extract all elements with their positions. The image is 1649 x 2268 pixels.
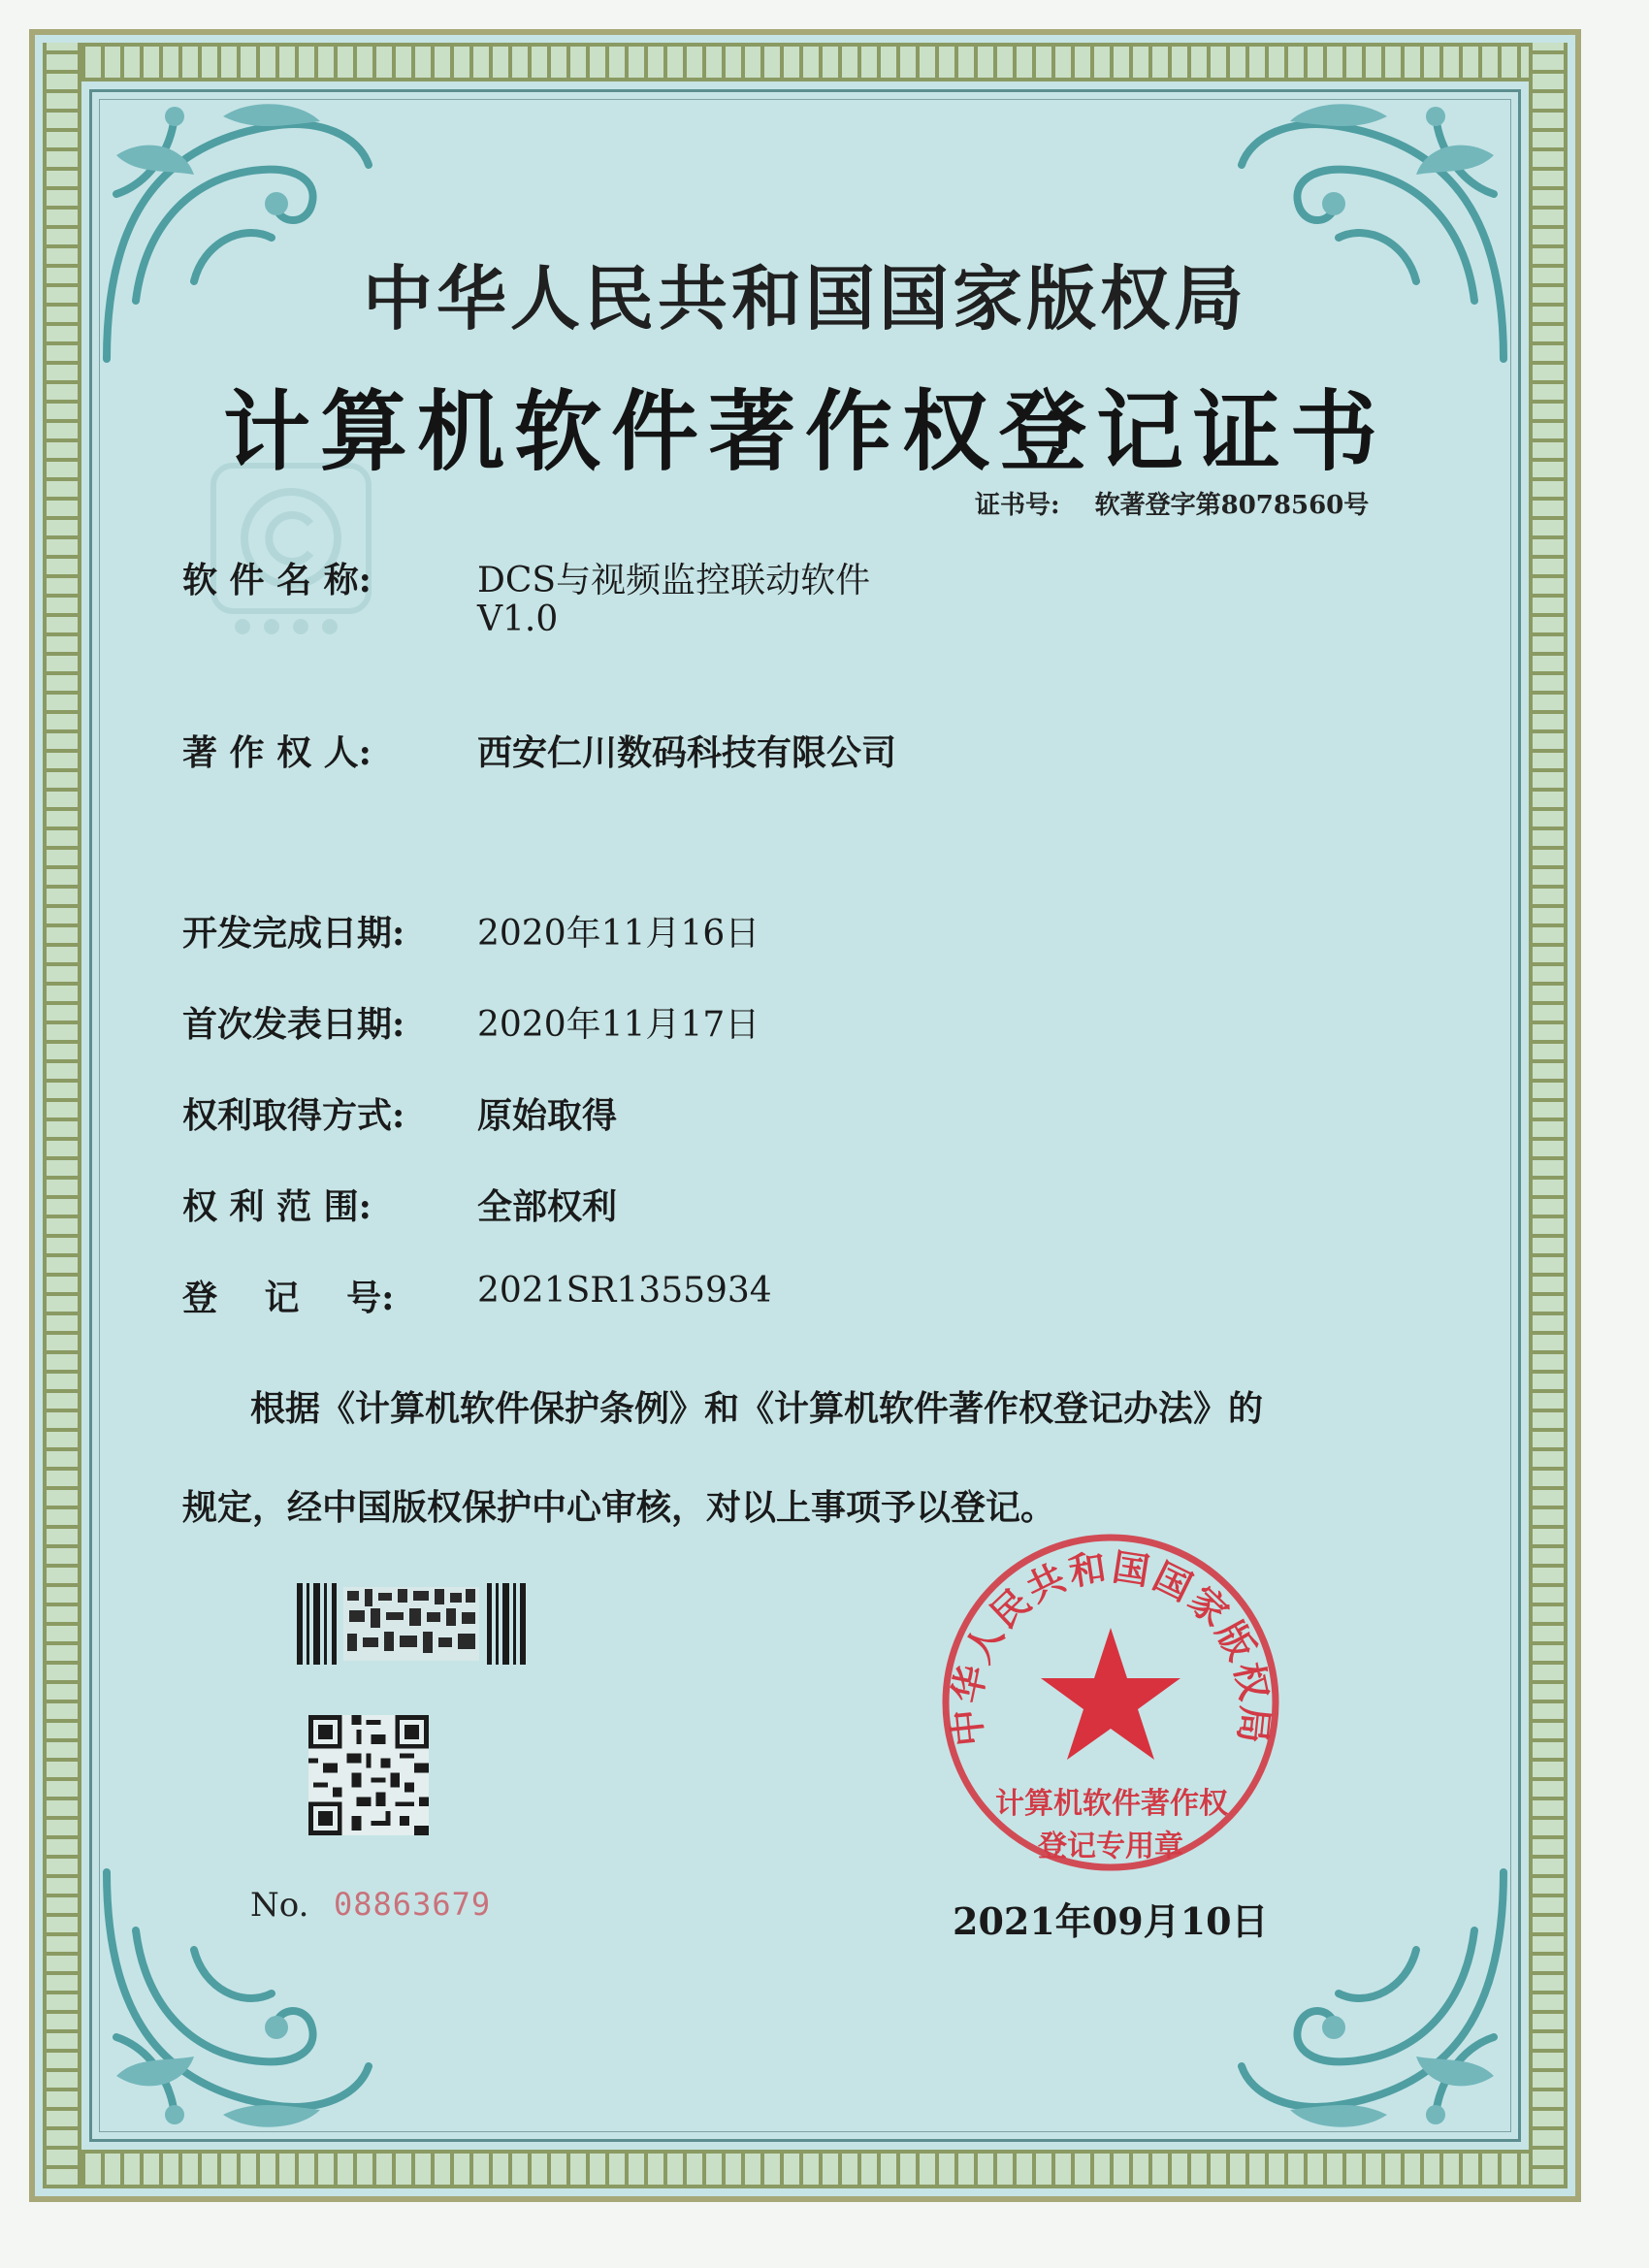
- seal-star-icon: [1041, 1628, 1180, 1760]
- serial-number-value: 08863679: [334, 1886, 492, 1923]
- copyright-owner-label: 著 作 权 人:: [182, 732, 372, 773]
- statement-line-2: 规定，经中国版权保护中心审核，对以上事项予以登记。: [182, 1487, 1056, 1528]
- serial-number-label: No.: [250, 1886, 309, 1925]
- issue-date: 2021年09月10日: [953, 1899, 1269, 1943]
- software-version-value: V1.0: [477, 599, 559, 639]
- development-date-value: 2020年11月16日: [477, 914, 760, 954]
- meander-border-top: [43, 43, 1568, 81]
- software-name-label: 软 件 名 称:: [182, 560, 372, 600]
- acquisition-method-label: 权利取得方式:: [182, 1095, 405, 1136]
- seal-text-line-2: 登记专用章: [1038, 1830, 1183, 1863]
- software-name-value: DCS与视频监控联动软件: [477, 561, 871, 600]
- meander-border-bottom: [43, 2150, 1568, 2188]
- certificate-number-value: 软著登字第8078560号: [1094, 491, 1370, 520]
- barcode-icon: [297, 1583, 528, 1665]
- corner-ornament-bottom-right: [1222, 1843, 1533, 2154]
- seal-text-line-1: 计算机软件著作权: [995, 1787, 1228, 1821]
- publication-date-label: 首次发表日期:: [182, 1004, 405, 1045]
- publication-date-value: 2020年11月17日: [477, 1005, 760, 1045]
- certificate-number-label: 证书号:: [975, 491, 1060, 520]
- acquisition-method-value: 原始取得: [477, 1095, 618, 1136]
- rights-scope-label: 权 利 范 围:: [182, 1186, 372, 1227]
- certificate-number: [975, 485, 1369, 521]
- development-date-label: 开发完成日期:: [182, 913, 405, 954]
- issuing-authority: 中华人民共和国国家版权局: [362, 257, 1247, 340]
- registration-number-value: 2021SR1355934: [477, 1271, 772, 1311]
- certificate-title: 计算机软件著作权登记证书: [223, 380, 1387, 483]
- statement-line-1: 根据《计算机软件保护条例》和《计算机软件著作权登记办法》的: [250, 1388, 1264, 1429]
- qr-code-icon: [308, 1715, 429, 1835]
- rights-scope-value: 全部权利: [477, 1186, 618, 1227]
- seal-ring-text: 中华人民共和国国家版权局: [944, 1545, 1277, 1749]
- copyright-owner-value: 西安仁川数码科技有限公司: [477, 732, 897, 773]
- registration-number-label: 登 记 号:: [182, 1278, 395, 1318]
